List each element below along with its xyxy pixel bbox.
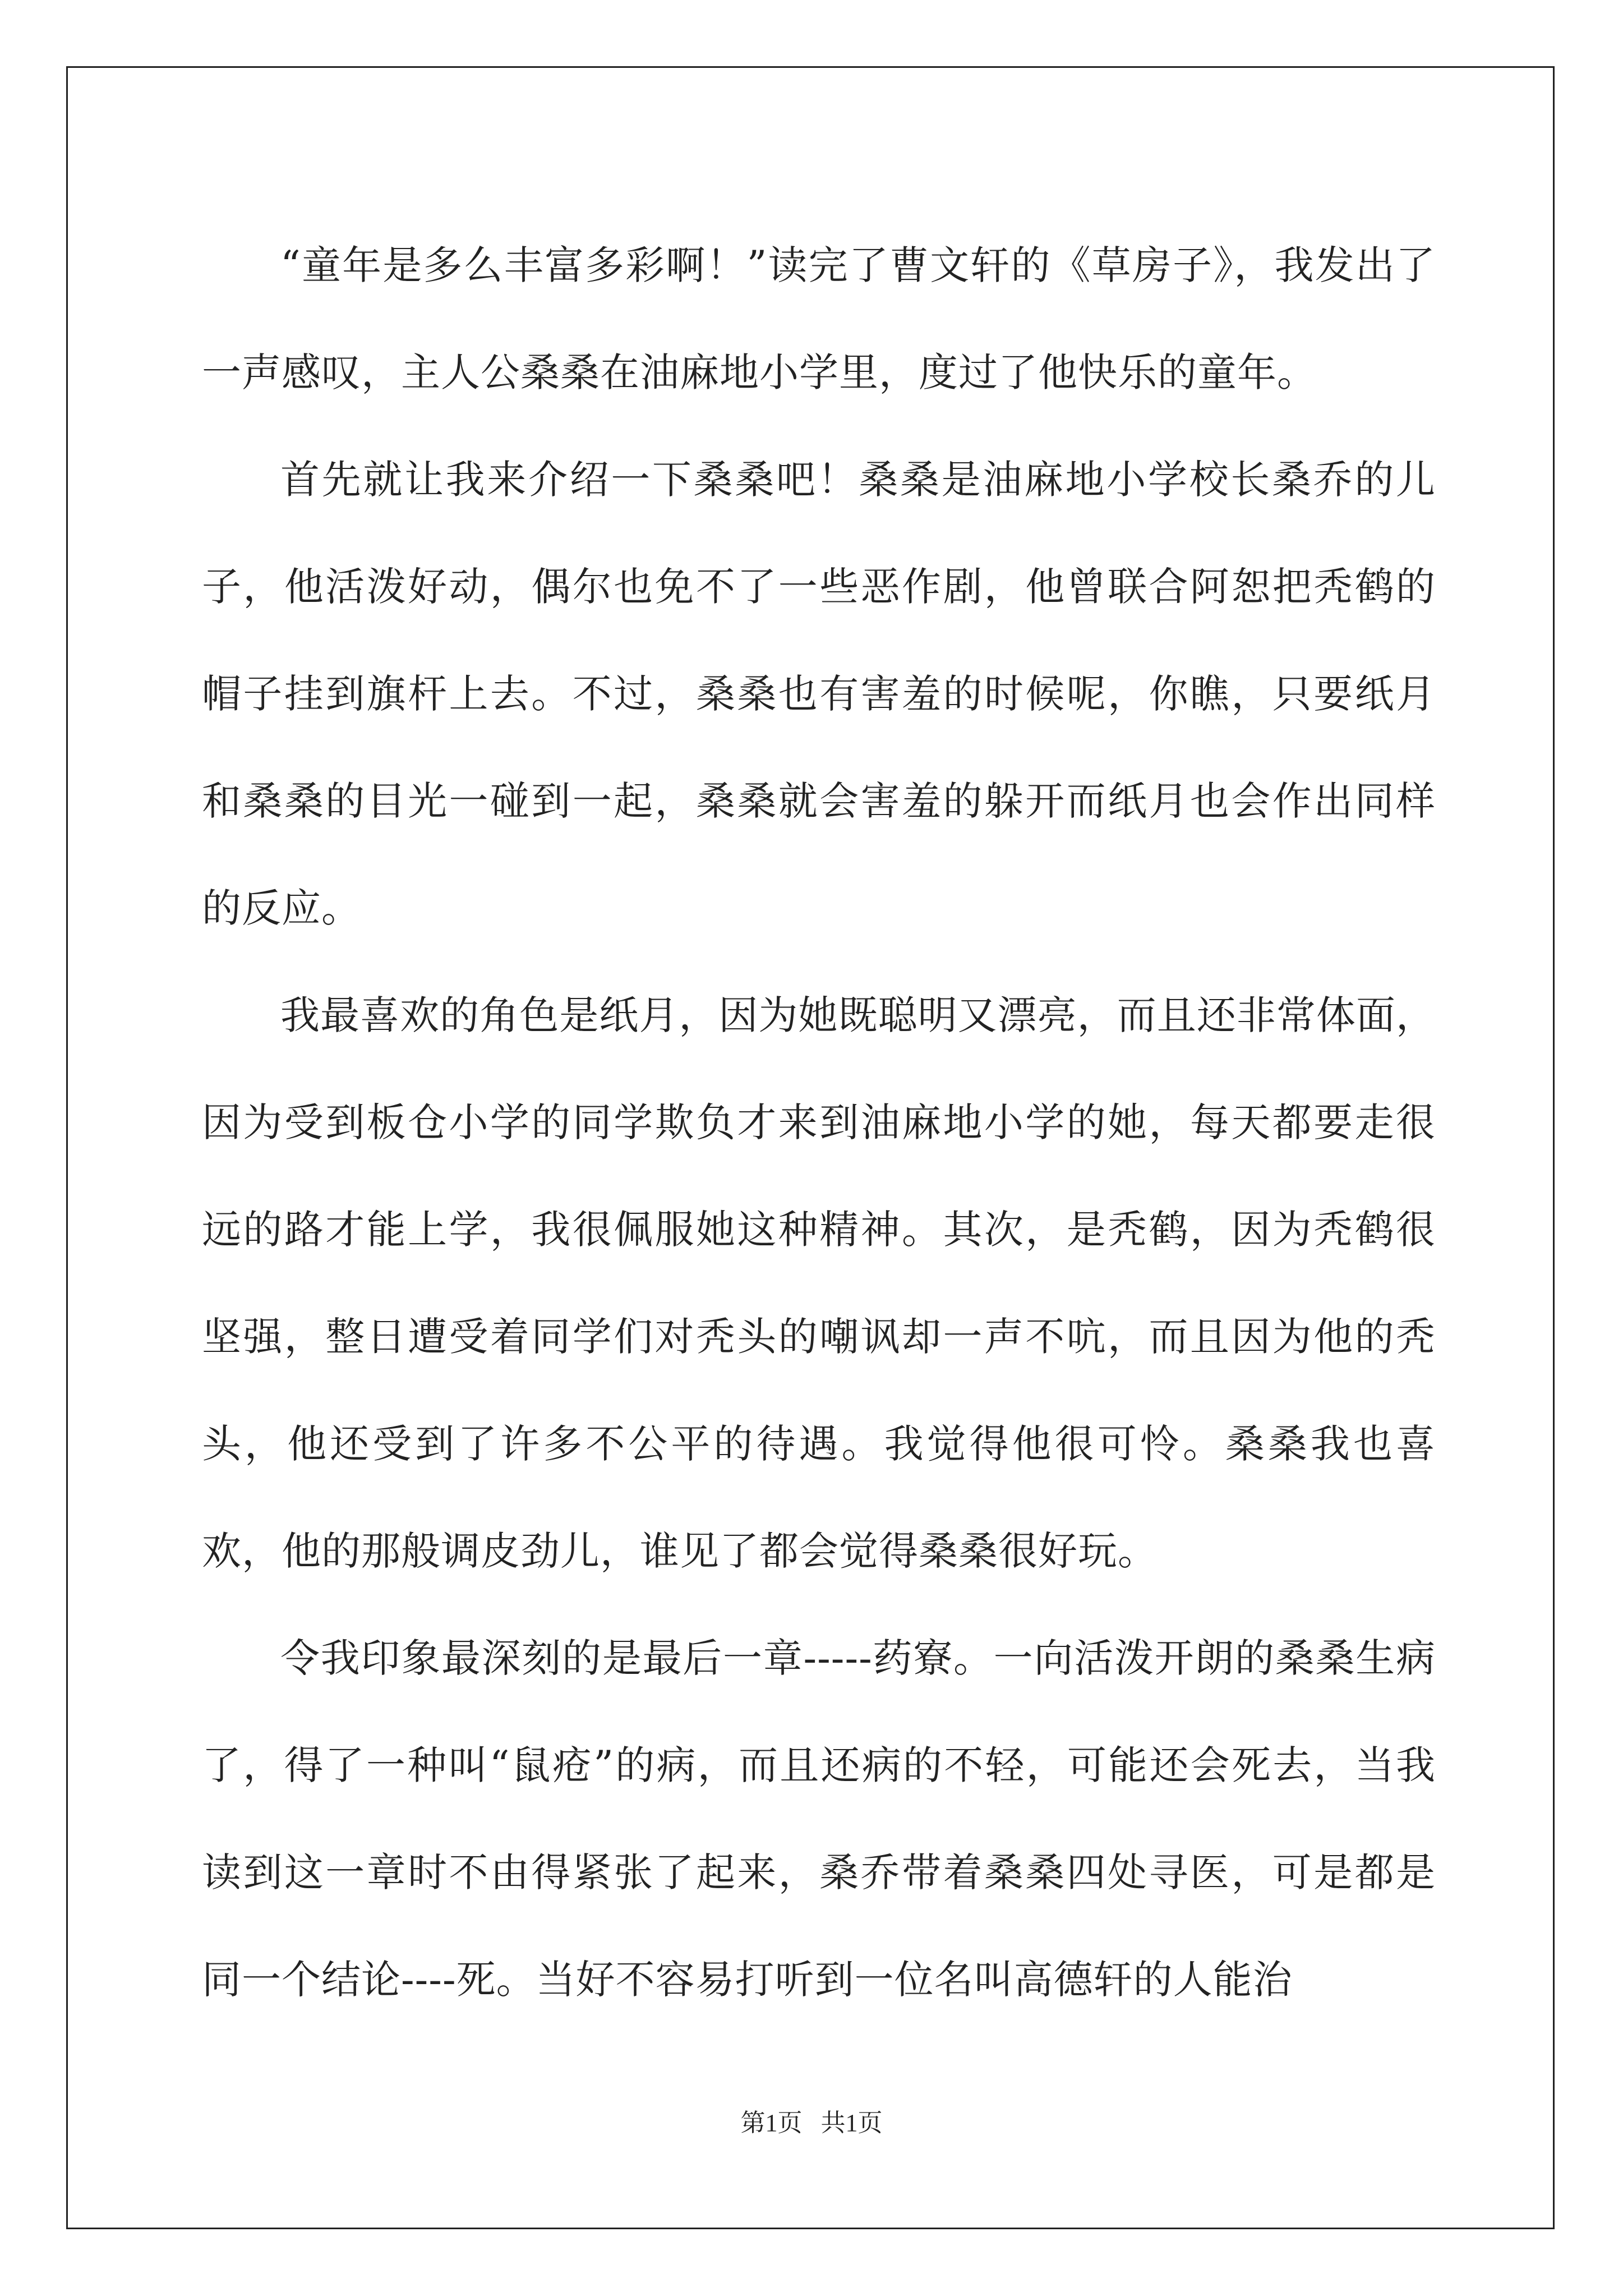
page-number-footer: 第1页 共1页 xyxy=(740,2109,883,2137)
paragraph-4: 令我印象最深刻的是最后一章-----药寮。一向活泼开朗的桑桑生病了，得了一种叫“鼠疮”的病，而且还病的不轻，可能还会死去，当我读到这一章时不由得紧张了起来，桑乔带着桑桑四处寻医，可是都是同一个结论----死。当好不容易打听到一位名叫高德轩的人能治 xyxy=(202,1635,1436,2003)
document-body xyxy=(202,212,1436,2033)
paragraph-2: 首先就让我来介绍一下桑桑吧！桑桑是油麻地小学校长桑乔的儿子，他活泼好动，偶尔也免不了一些恶作剧，他曾联合阿恕把秃鹤的帽子挂到旗杆上去。不过，桑桑也有害羞的时候呢，你瞧，只要纸月和桑桑的目光一碰到一起，桑桑就会害羞的躲开而纸月也会作出同样的反应。 xyxy=(202,457,1436,931)
paragraph-3: 我最喜欢的角色是纸月，因为她既聪明又漂亮，而且还非常体面，因为受到板仓小学的同学欺负才来到油麻地小学的她，每天都要走很远的路才能上学，我很佩服她这种精神。其次，是秃鹤，因为秃鹤很坚强，整日遭受着同学们对秃头的嘲讽却一声不吭，而且因为他的秃头，他还受到了许多不公平的待遇。我觉得他很可怜。桑桑我也喜欢，他的那般调皮劲儿，谁见了都会觉得桑桑很好玩。 xyxy=(202,992,1436,1574)
paragraph-1: “童年是多么丰富多彩啊！”读完了曹文轩的《草房子》，我发出了一声感叹，主人公桑桑在油麻地小学里，度过了他快乐的童年。 xyxy=(202,242,1436,395)
